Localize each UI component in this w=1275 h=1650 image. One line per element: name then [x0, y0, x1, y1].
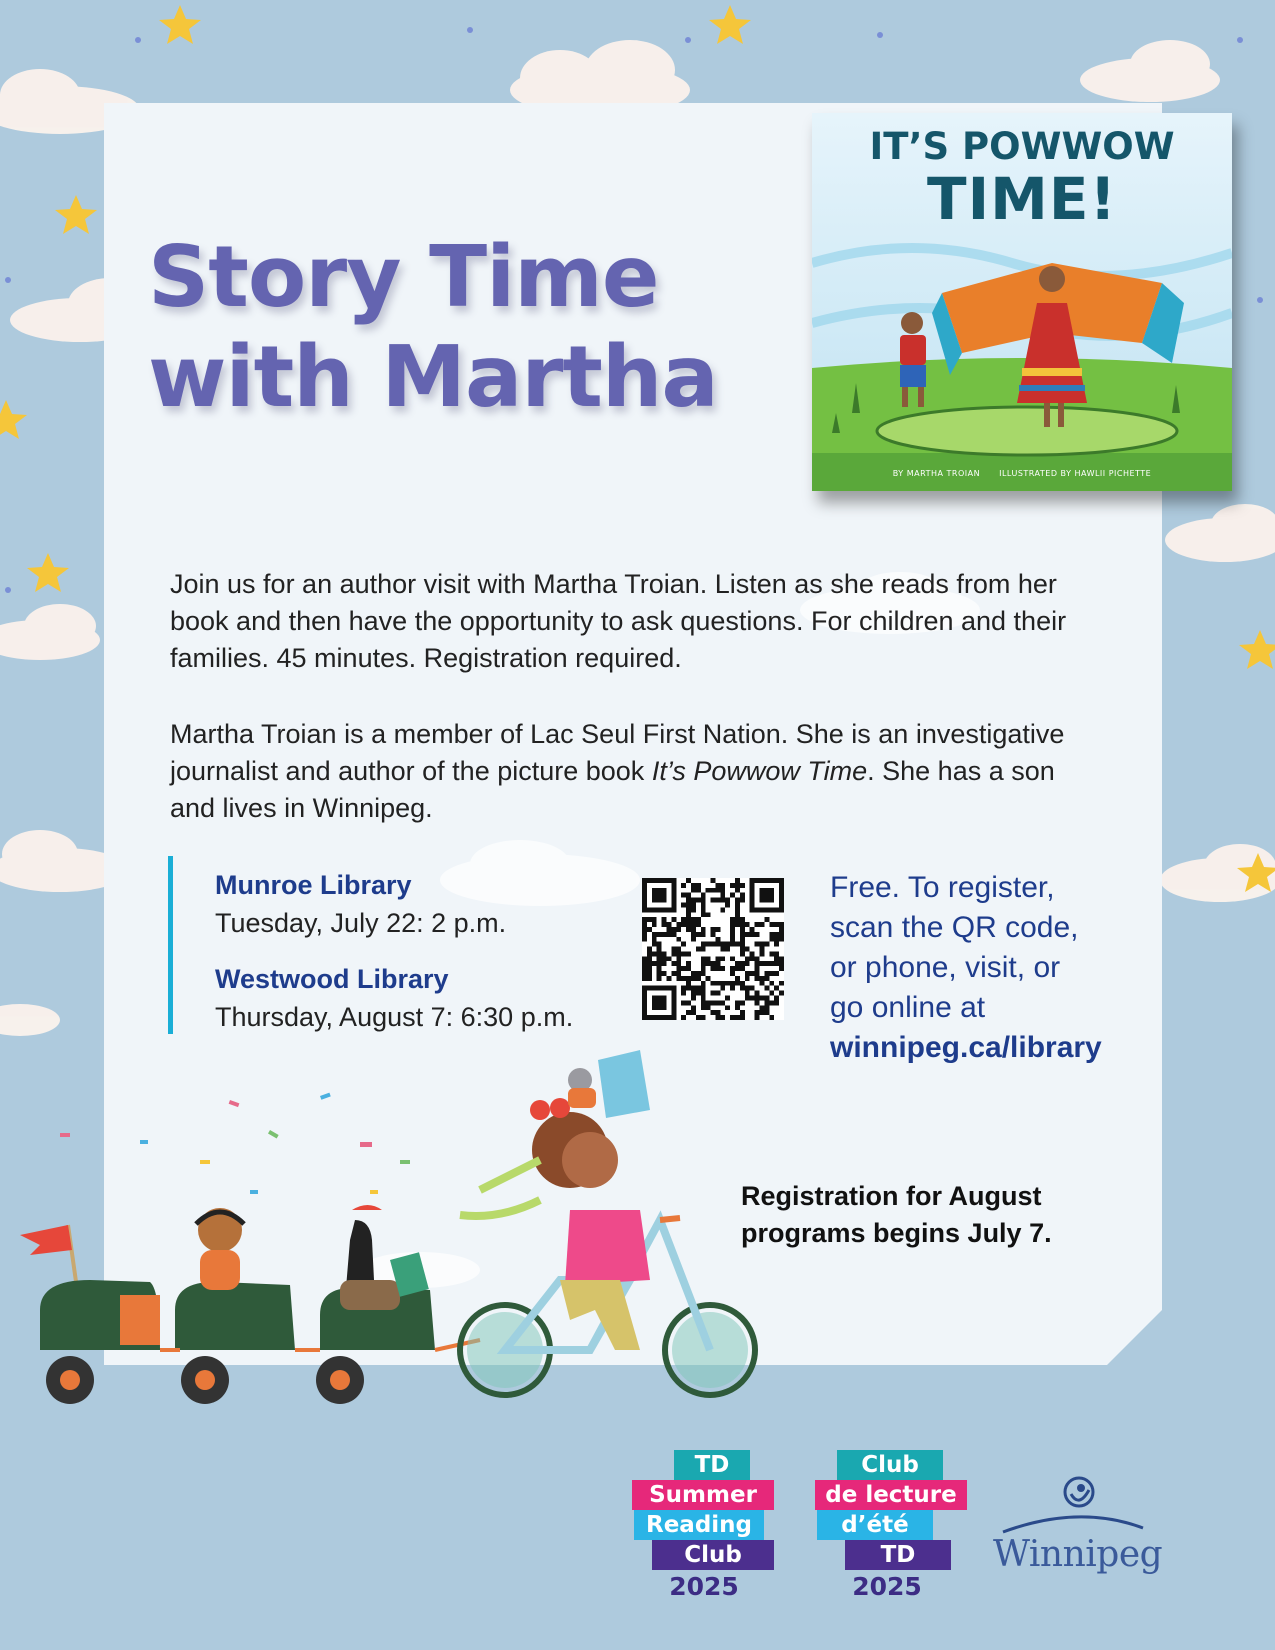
logo-line: d’été [817, 1510, 933, 1540]
library-name: Westwood Library [215, 964, 449, 994]
illustrator-credit: ILLUSTRATED BY HAWLII PICHETTE [999, 469, 1152, 478]
registration-qr-code[interactable] [642, 878, 784, 1020]
title-line-2: with Martha [148, 328, 718, 427]
logo-line: Reading [634, 1510, 764, 1540]
winnipeg-wordmark: Winnipeg [993, 1534, 1163, 1575]
winnipeg-emblem-icon [993, 1468, 1153, 1538]
book-cover-credits [812, 469, 1232, 478]
event-datetime: Tuesday, July 22: 2 p.m. [215, 908, 507, 938]
city-of-winnipeg-logo [993, 1468, 1163, 1578]
title-line-1: Story Time [148, 228, 659, 327]
logo-line: TD [845, 1540, 951, 1570]
registration-notice [741, 1178, 1141, 1252]
logo-line: Summer [632, 1480, 774, 1510]
schedule-block [168, 856, 613, 1034]
logo-year: 2025 [669, 1572, 739, 1601]
event-description: Join us for an author visit with Martha Troian. Listen as she reads from her book and then have the opportunity to ask questions. For children and their families. 45 minutes. Registration required. [170, 569, 1067, 673]
author-credit: BY MARTHA TROIAN [892, 469, 981, 478]
registration-line: scan the QR code, [830, 911, 1079, 944]
notice-line-1: Registration for August [741, 1181, 1042, 1211]
td-summer-reading-club-logo [632, 1448, 792, 1603]
registration-line: go online at [830, 991, 986, 1024]
logo-line: Club [837, 1450, 943, 1480]
logo-line: de lecture [815, 1480, 967, 1510]
author-bio-end: . She has a son and lives in Winnipeg. [170, 756, 1055, 823]
author-bio-text: Martha Troian is a member of Lac Seul First Nation. She is an investigative journalist and author of the picture book [170, 719, 1065, 786]
notice-line-2: programs begins July 7. [741, 1218, 1052, 1248]
book-cover-title-2: TIME! [927, 165, 1117, 233]
book-cover-title-1: IT’S POWWOW [869, 125, 1175, 168]
library-name: Munroe Library [215, 870, 412, 900]
logo-line: Club [652, 1540, 774, 1570]
event-datetime: Thursday, August 7: 6:30 p.m. [215, 1002, 574, 1032]
bicycle-illustration [0, 1050, 780, 1450]
page-title [148, 228, 718, 428]
book-title-italic: It’s Powwow Time [651, 756, 868, 786]
author-bio [170, 716, 1100, 827]
logo-line: TD [674, 1450, 750, 1480]
library-website-link[interactable]: winnipeg.ca/library [830, 1031, 1102, 1064]
td-club-de-lecture-logo [815, 1448, 975, 1603]
book-cover [812, 113, 1232, 491]
logo-year: 2025 [852, 1572, 922, 1601]
registration-line: Free. To register, [830, 871, 1055, 904]
registration-info [830, 868, 1170, 1068]
registration-line: or phone, visit, or [830, 951, 1061, 984]
